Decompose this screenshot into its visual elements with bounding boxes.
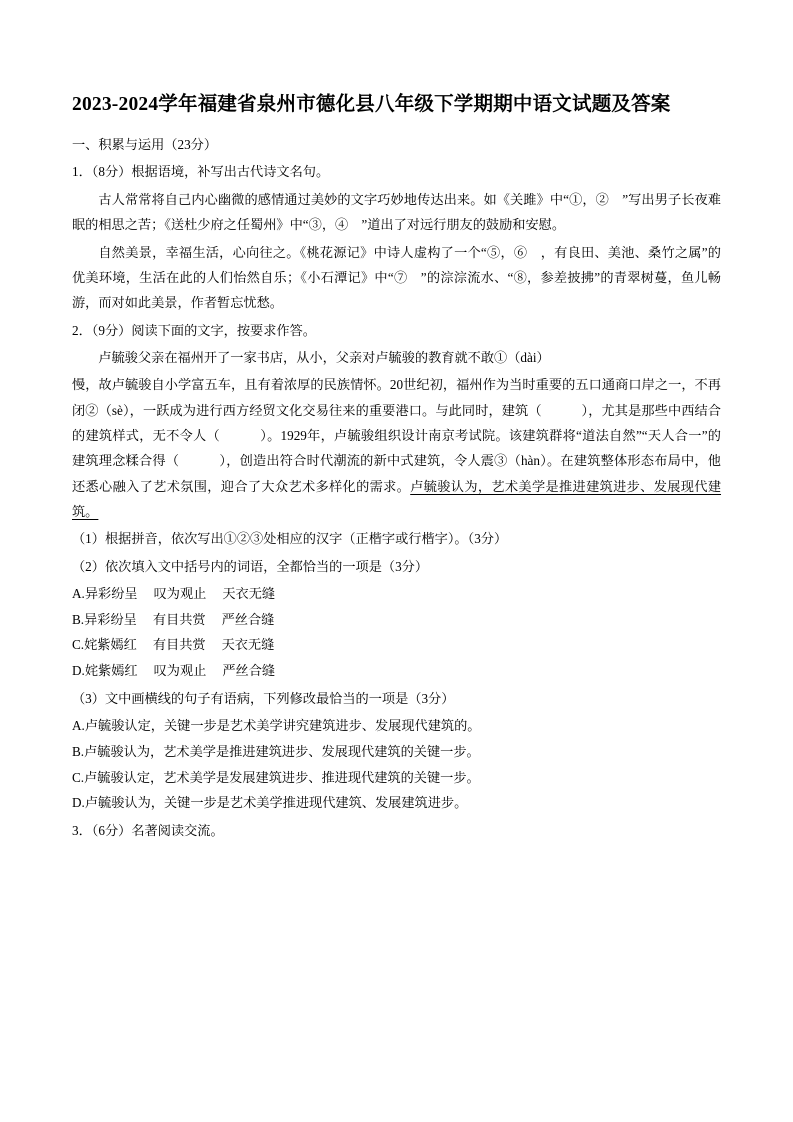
question-2-underlined-sentence: 卢毓骏认为，艺术美学是推进建筑进步、发展现代建筑。: [72, 478, 722, 519]
option-b-label: B.: [72, 611, 85, 627]
option-c: [72, 632, 721, 658]
question-3-stem: 3．（6分）名著阅读交流。: [72, 823, 224, 839]
option-d-label: D.: [72, 663, 85, 679]
option-c-choice-1: 姹紫嫣红: [84, 637, 137, 653]
question-2-body-text: 慢，故卢毓骏自小学富五车，且有着浓厚的民族情怀。20世纪初，福州作为当时重要的五口通商口岸之一，不再闭②（sè），一跃成为进行西方经贸文化交易往来的重要港口。与此同时，建筑（ ），尤其是那些中西结合的建筑样式，无不令人（ ）。1929年，卢毓骏组织设计南京考试院。该建筑群将“道法自然”“天人合一”的建筑理念糅合得（ ），创造出符合时代潮流的新中式建筑，令人震③（hàn）。在建筑整体形态布局中，他还悉心融入了艺术氛围，迎合了大众艺术多样化的需求。: [72, 377, 721, 494]
sub3-option-b: B.卢毓骏认为，艺术美学是推进建筑进步、发展现代建筑的关键一步。: [72, 743, 480, 759]
option-a-label: A.: [72, 585, 85, 601]
question-2-sub-2: （2）依次填入文中括号内的词语，全都恰当的一项是（3分）: [72, 558, 429, 574]
option-d: [72, 658, 721, 684]
option-b-choice-3: 严丝合缝: [221, 611, 275, 627]
question-2-sub-1: （1）根据拼音，依次写出①②③处相应的汉字（正楷字或行楷字）。（3分）: [72, 531, 508, 547]
option-c-choice-2: 有目共赏: [152, 637, 206, 653]
option-c-choice-3: 天衣无缝: [221, 637, 275, 653]
sub3-option-d: D.卢毓骏认为，关键一步是艺术美学推进现代建筑、发展建筑进步。: [72, 795, 468, 811]
question-1-paragraph-2: 自然美景，幸福生活，心向往之。《桃花源记》中诗人虚构了一个“⑤，⑥ ，有良田、美池、桑竹之属”的优美环境，生活在此的人们怡然自乐；《小石潭记》中“⑦ ”的淙淙流水、“⑧，参差披拂”的青翠树蔓，鱼儿畅游，而对如此美景，作者暂忘忧愁。: [72, 244, 721, 311]
page-title: 2023-2024学年福建省泉州市德化县八年级下学期期中语文试题及答案: [72, 94, 671, 115]
question-2-sub-3: （3）文中画横线的句子有语病，下列修改最恰当的一项是（3分）: [72, 690, 455, 706]
option-a-choice-1: 异彩纷呈: [84, 585, 138, 601]
option-c-label: C.: [72, 637, 85, 653]
question-2-body-part-1: 卢毓骏父亲在福州开了一家书店，从小，父亲对卢毓骏的教育就不敢①（dài）: [98, 349, 550, 365]
question-1-paragraph-1: 古人常常将自己内心幽微的感情通过美妙的文字巧妙地传达出来。如《关雎》中“①，② ”写出男子长夜难眠的相思之苦；《送杜少府之任蜀州》中“③，④ ”道出了对远行朋友的鼓励和安慰。: [72, 191, 721, 233]
option-b-choice-2: 有目共赏: [152, 611, 206, 627]
sub3-option-c: C.卢毓骏认定，艺术美学是发展建筑进步、推进现代建筑的关键一步。: [72, 769, 480, 785]
question-1-stem: 1．（8分）根据语境，补写出古代诗文名句。: [72, 164, 330, 180]
option-b: [72, 607, 721, 633]
option-d-choice-2: 叹为观止: [153, 663, 207, 679]
option-b-choice-1: 异彩纷呈: [84, 611, 137, 627]
option-d-choice-3: 严丝合缝: [222, 663, 276, 679]
question-2-stem: 2．（9分）阅读下面的文字，按要求作答。: [72, 322, 316, 338]
option-a-choice-3: 天衣无缝: [222, 585, 276, 601]
option-a: [72, 581, 721, 607]
question-2-body-part-2: [72, 372, 721, 524]
sub3-option-a: A.卢毓骏认定，关键一步是艺术美学讲究建筑进步、发展现代建筑的。: [72, 718, 481, 734]
option-d-choice-1: 姹紫嫣红: [84, 663, 138, 679]
option-a-choice-2: 叹为观止: [153, 585, 207, 601]
section-heading: 一、积累与运用（23分）: [72, 137, 218, 153]
